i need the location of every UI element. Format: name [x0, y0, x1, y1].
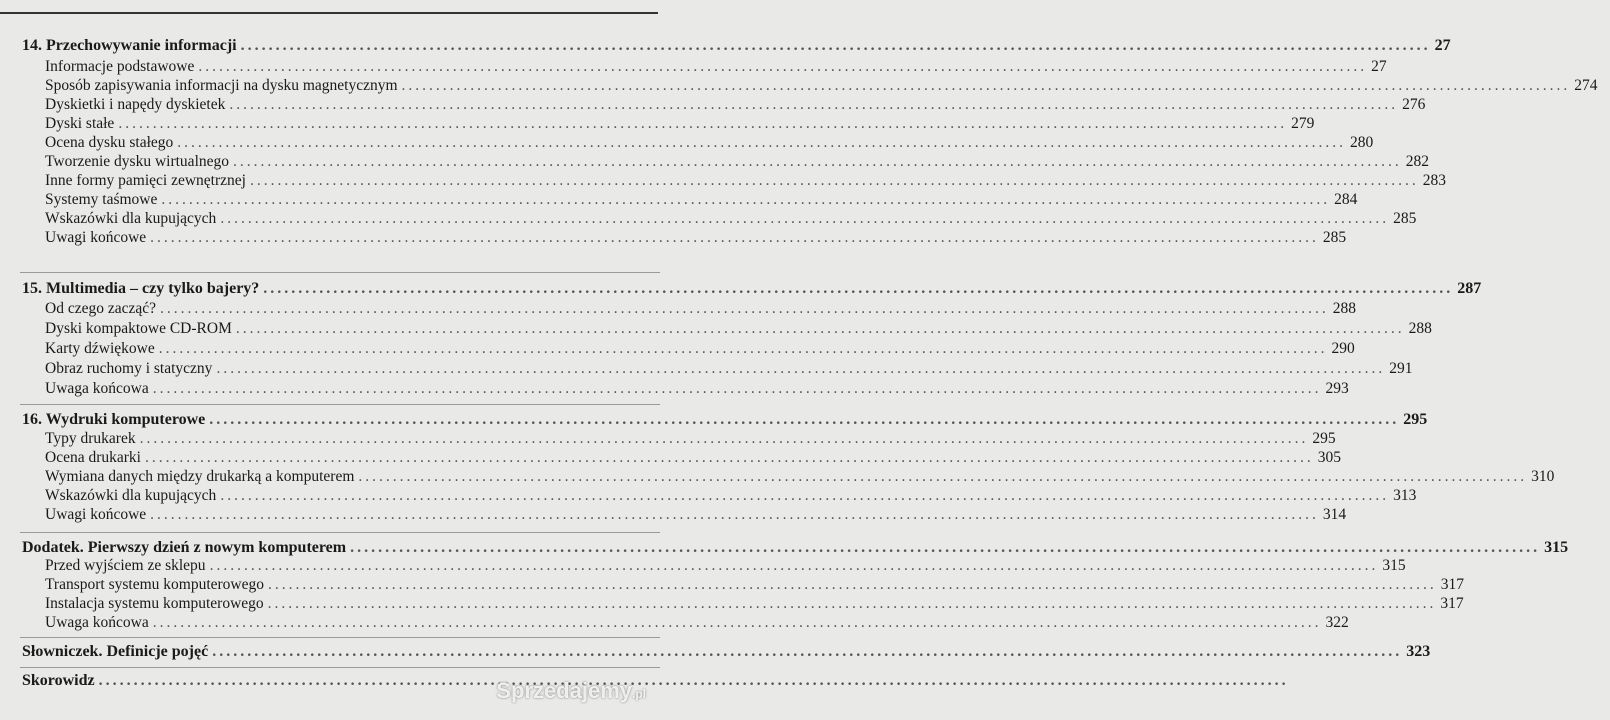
- entry-title: Dodatek. Pierwszy dzień z nowym komputerem: [22, 539, 347, 556]
- page-number: 288: [1408, 320, 1432, 337]
- dot-leader: [118, 115, 1287, 133]
- dot-leader: [233, 153, 1402, 171]
- entry-title: Transport systemu komputerowego: [45, 576, 264, 593]
- dot-leader: [160, 300, 1329, 318]
- page-number: 285: [1393, 210, 1417, 227]
- toc-entry: [0, 77, 1598, 95]
- section-divider: [20, 272, 660, 273]
- page-number: 291: [1389, 360, 1413, 377]
- entry-title: Dyski kompaktowe CD-ROM: [45, 320, 232, 337]
- toc-entry: [0, 614, 1349, 632]
- entry-title: Wskazówki dla kupujących: [45, 487, 217, 504]
- page-number: 288: [1332, 300, 1356, 317]
- page-number: 315: [1382, 557, 1406, 574]
- entry-title: Uwaga końcowa: [45, 380, 149, 397]
- toc-entry: [0, 300, 1356, 318]
- page-number: 313: [1393, 487, 1417, 504]
- entry-title: Inne formy pamięci zewnętrznej: [45, 172, 246, 189]
- page-number: 317: [1440, 595, 1464, 612]
- page-number: 27: [1371, 58, 1387, 75]
- entry-title: Uwagi końcowe: [45, 506, 147, 523]
- header-rule: [0, 12, 658, 14]
- entry-title: Sposób zapisywania informacji na dysku magnetycznym: [45, 77, 398, 94]
- entry-title: 14. Przechowywanie informacji: [22, 37, 237, 54]
- toc-entry: [0, 595, 1464, 613]
- section-divider: [20, 667, 660, 668]
- entry-title: Przed wyjściem ze sklepu: [45, 557, 206, 574]
- dot-leader: [153, 380, 1322, 398]
- page-number: 284: [1334, 191, 1358, 208]
- dot-leader: [250, 172, 1419, 190]
- toc-chapter: [0, 539, 1569, 557]
- entry-title: Uwaga końcowa: [45, 614, 149, 631]
- entry-title: Od czego zacząć?: [45, 300, 156, 317]
- dot-leader: [209, 411, 1399, 429]
- dot-leader: [99, 672, 1289, 690]
- toc-entry: [0, 210, 1417, 228]
- toc-entry: [0, 576, 1464, 594]
- toc-entry: [0, 360, 1413, 378]
- entry-title: Ocena drukarki: [45, 449, 141, 466]
- dot-leader: [150, 506, 1319, 524]
- dot-leader: [268, 595, 1437, 613]
- dot-leader: [177, 134, 1346, 152]
- page-number: 305: [1317, 449, 1341, 466]
- dot-leader: [220, 487, 1389, 505]
- toc-entry: [0, 557, 1406, 575]
- toc-entry: [0, 58, 1387, 76]
- entry-title: 16. Wydruki komputerowe: [22, 411, 206, 428]
- dot-leader: [150, 229, 1319, 247]
- toc-entry: [0, 449, 1341, 467]
- section-divider: [20, 637, 660, 638]
- toc-entry: [0, 229, 1347, 247]
- section-divider: [20, 532, 660, 533]
- toc-entry: [0, 134, 1374, 152]
- page-number: 295: [1403, 411, 1428, 428]
- toc-entry: [0, 506, 1347, 524]
- toc-entry: [0, 487, 1417, 505]
- dot-leader: [402, 77, 1571, 95]
- toc-entry: [0, 340, 1355, 358]
- dot-leader: [268, 576, 1437, 594]
- page-number: 283: [1422, 172, 1446, 189]
- toc-entry: [0, 320, 1432, 338]
- page-number: 315: [1544, 539, 1569, 556]
- entry-title: Wskazówki dla kupujących: [45, 210, 217, 227]
- entry-title: Dyski stałe: [45, 115, 115, 132]
- page-number: 282: [1405, 153, 1430, 170]
- dot-leader: [263, 280, 1453, 298]
- dot-leader: [358, 468, 1527, 486]
- dot-leader: [241, 37, 1431, 55]
- page-number: 310: [1531, 468, 1555, 485]
- dot-leader: [236, 320, 1405, 338]
- dot-leader: [140, 430, 1309, 448]
- entry-title: 15. Multimedia – czy tylko bajery?: [22, 280, 260, 297]
- page-number: 276: [1402, 96, 1426, 113]
- dot-leader: [210, 557, 1379, 575]
- page-number: 314: [1322, 506, 1347, 523]
- toc-entry: [0, 430, 1336, 448]
- page-number: 279: [1291, 115, 1315, 132]
- page-number: 323: [1406, 643, 1431, 660]
- entry-title: Słowniczek. Definicje pojęć: [22, 643, 209, 660]
- page-number: 293: [1325, 380, 1349, 397]
- dot-leader: [198, 58, 1367, 76]
- entry-title: Tworzenie dysku wirtualnego: [45, 153, 230, 170]
- entry-title: Informacje podstawowe: [45, 58, 195, 75]
- toc-chapter: [0, 280, 1482, 298]
- page-number: 287: [1457, 280, 1482, 297]
- entry-title: Karty dźwiękowe: [45, 340, 155, 357]
- toc-chapter: [0, 643, 1431, 661]
- page-number: 274: [1574, 77, 1598, 94]
- entry-title: Skorowidz: [22, 672, 95, 689]
- entry-title: Typy drukarek: [45, 430, 136, 447]
- toc-entry: [0, 172, 1446, 190]
- section-divider: [20, 404, 660, 405]
- dot-leader: [159, 340, 1328, 358]
- toc-entry: [0, 380, 1349, 398]
- dot-leader: [229, 96, 1398, 114]
- toc-chapter: [0, 411, 1428, 429]
- entry-title: Ocena dysku stałego: [45, 134, 174, 151]
- page-number: 280: [1350, 134, 1374, 151]
- page-number: 322: [1325, 614, 1349, 631]
- page-number: 285: [1322, 229, 1347, 246]
- toc-entry: [0, 115, 1315, 133]
- entry-title: Obraz ruchomy i statyczny: [45, 360, 213, 377]
- entry-title: Systemy taśmowe: [45, 191, 158, 208]
- toc-entry: [0, 153, 1430, 171]
- dot-leader: [145, 449, 1314, 467]
- toc-entry: [0, 191, 1358, 209]
- entry-title: Instalacja systemu komputerowego: [45, 595, 264, 612]
- toc-entry: [0, 96, 1426, 114]
- page-number: 27: [1434, 37, 1451, 54]
- entry-title: Uwagi końcowe: [45, 229, 147, 246]
- dot-leader: [220, 210, 1389, 228]
- page-number: 295: [1312, 430, 1336, 447]
- dot-leader: [161, 191, 1330, 209]
- dot-leader: [212, 643, 1402, 661]
- dot-leader: [350, 539, 1540, 557]
- page-number: 290: [1331, 340, 1355, 357]
- toc-entry: [0, 468, 1555, 486]
- entry-title: Dyskietki i napędy dyskietek: [45, 96, 226, 113]
- page-number: 317: [1440, 576, 1464, 593]
- dot-leader: [153, 614, 1322, 632]
- toc-chapter: [0, 37, 1451, 55]
- watermark: Sprzedajemy.pl: [496, 678, 646, 703]
- dot-leader: [216, 360, 1385, 378]
- entry-title: Wymiana danych między drukarką a komputerem: [45, 468, 355, 485]
